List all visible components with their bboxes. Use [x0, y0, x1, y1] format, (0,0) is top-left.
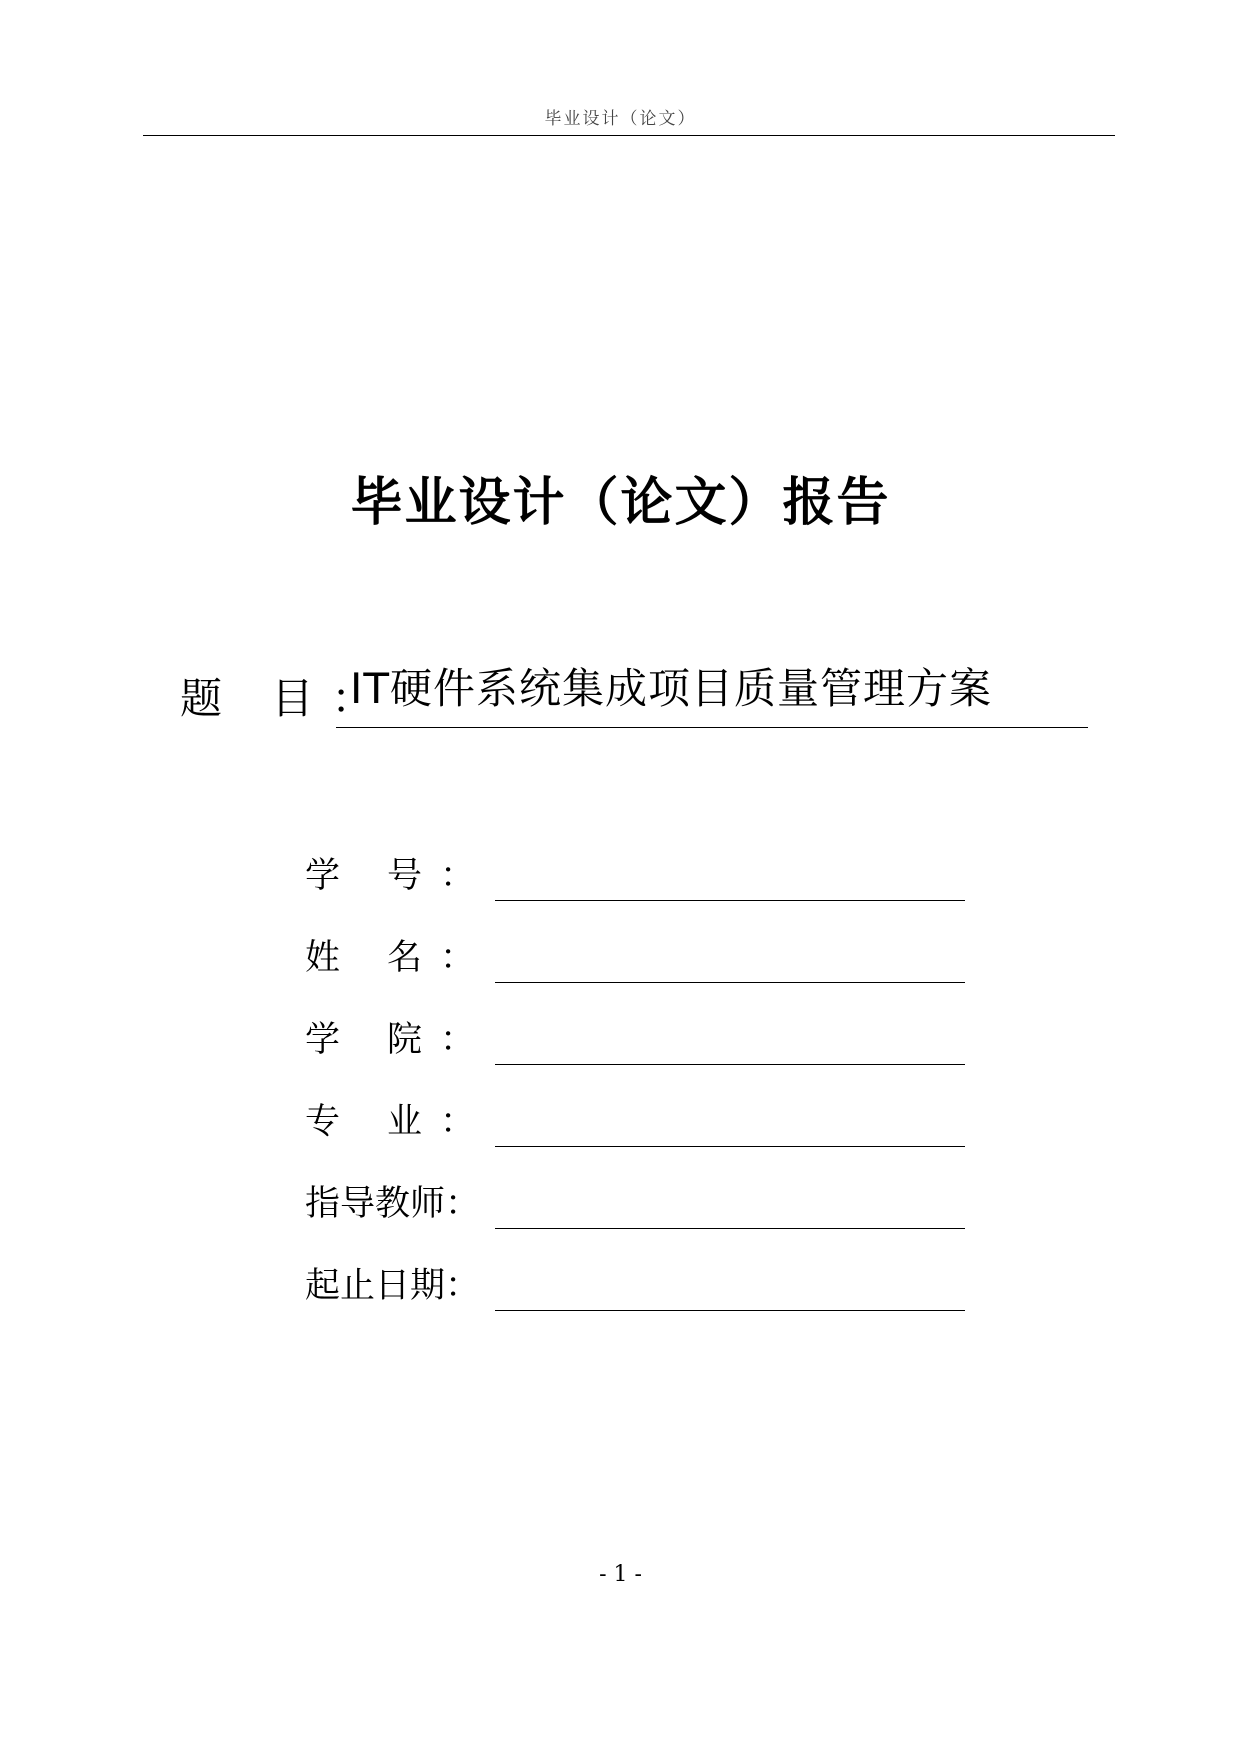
topic-value: IT硬件系统集成项目质量管理方案	[350, 664, 993, 713]
student-id-row	[305, 848, 965, 908]
date-range-underline	[495, 1310, 965, 1311]
advisor-row	[305, 1176, 965, 1236]
name-underline	[495, 982, 965, 983]
date-range-label: 起止日期：	[305, 1266, 481, 1306]
advisor-underline	[495, 1228, 965, 1229]
header-divider	[143, 135, 1115, 136]
topic-label: 题 目：	[180, 674, 392, 723]
report-title: 毕业设计（论文）报告	[350, 473, 891, 533]
page-number: - 1 -	[599, 1562, 642, 1587]
advisor-label: 指导教师：	[305, 1184, 481, 1224]
major-row	[305, 1094, 965, 1154]
topic-underline	[336, 727, 1088, 728]
college-label: 学 院：	[305, 1020, 475, 1060]
student-id-underline	[495, 900, 965, 901]
name-row	[305, 930, 965, 990]
college-underline	[495, 1064, 965, 1065]
student-id-label: 学 号：	[305, 856, 475, 896]
major-underline	[495, 1146, 965, 1147]
college-row	[305, 1012, 965, 1072]
name-label: 姓 名：	[305, 938, 475, 978]
running-header: 毕业设计（论文）	[544, 109, 697, 129]
major-label: 专 业：	[305, 1102, 475, 1142]
date-range-row	[305, 1258, 965, 1318]
